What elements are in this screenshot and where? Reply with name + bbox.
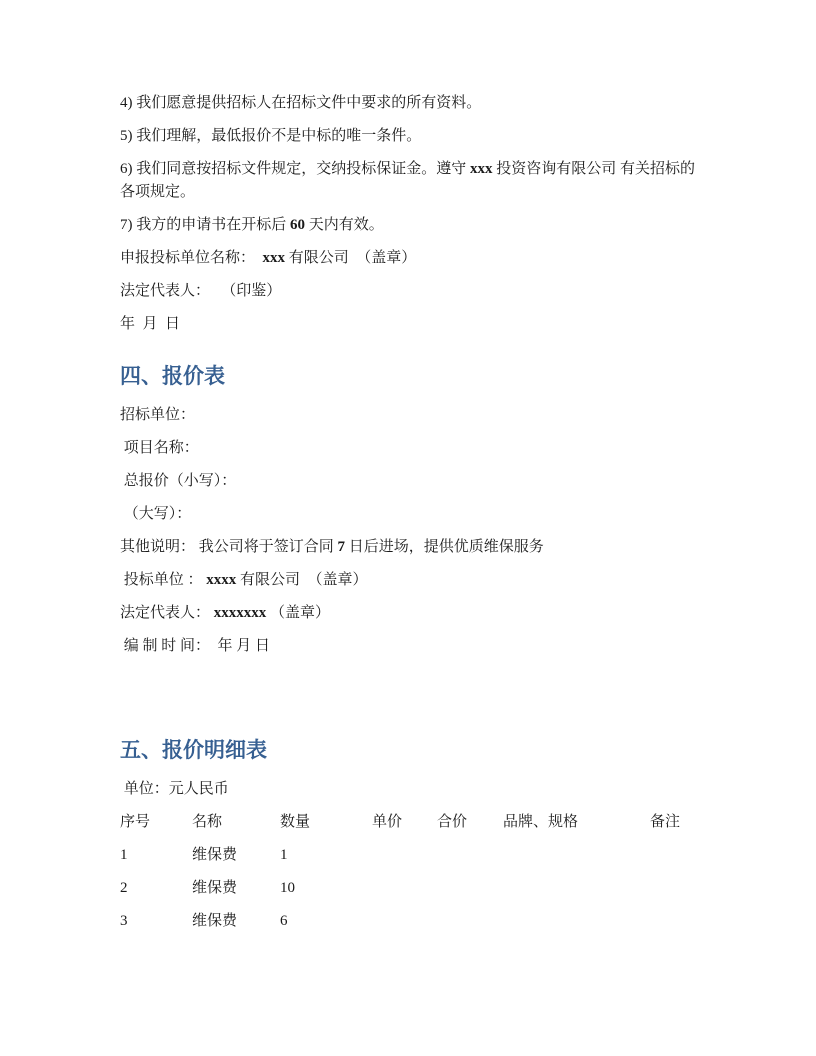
table-row	[120, 877, 698, 900]
table-cell-unit-price	[372, 910, 437, 933]
commitment-item-4: 4) 我们愿意提供招标人在招标文件中要求的所有资料。	[120, 95, 482, 111]
table-cell-quantity: 6	[280, 913, 288, 929]
table-row	[120, 844, 698, 867]
table-cell-brand-spec	[503, 877, 650, 900]
col-header-quantity: 数量	[280, 814, 311, 830]
quote-detail-table	[120, 811, 698, 933]
tender-unit-line: 招标单位：	[120, 407, 196, 423]
table-cell-remarks	[650, 844, 698, 867]
col-header-brand-spec: 品牌、规格	[503, 814, 579, 830]
col-header-name: 名称	[192, 814, 223, 830]
document-content	[120, 92, 698, 943]
other-notes-line: 其他说明： 我公司将于签订合同 7 日后进场，提供优质维保服务	[120, 539, 544, 555]
col-header-total-price: 合价	[437, 814, 468, 830]
table-cell-quantity: 1	[280, 847, 288, 863]
table-cell-name: 维保费	[192, 847, 238, 863]
date-line: 年 月 日	[120, 316, 181, 332]
section-heading-quote-table: 四、报价表	[120, 365, 225, 388]
section-heading-detail-table: 五、报价明细表	[120, 739, 267, 762]
bidder-unit-line: 投标单位 ： xxxx 有限公司 （盖章）	[120, 572, 368, 588]
commitment-item-6: 6) 我们同意按招标文件规定，交纳投标保证金。遵守 xxx 投资咨询有限公司 有关招标的各项规定。	[120, 161, 696, 200]
table-cell-unit-price	[372, 844, 437, 867]
total-price-numeric-line: 总报价（小写）：	[120, 473, 237, 489]
legal-representative-line: 法定代表人： xxxxxxx （盖章）	[120, 605, 331, 621]
table-cell-name: 维保费	[192, 880, 238, 896]
applicant-name-line: 申报投标单位名称： xxx 有限公司 （盖章）	[120, 250, 417, 266]
table-cell-total-price	[437, 910, 503, 933]
table-cell-index: 3	[120, 913, 128, 929]
table-cell-index: 2	[120, 880, 128, 896]
table-row	[120, 910, 698, 933]
quote-form-section	[120, 404, 698, 658]
table-cell-name: 维保费	[192, 913, 238, 929]
legal-representative-line: 法定代表人： （印鉴）	[120, 283, 282, 299]
col-header-index: 序号	[120, 814, 151, 830]
table-cell-brand-spec	[503, 910, 650, 933]
col-header-unit-price: 单价	[372, 814, 403, 830]
table-cell-quantity: 10	[280, 880, 295, 896]
table-cell-unit-price	[372, 877, 437, 900]
project-name-line: 项目名称：	[120, 440, 199, 456]
commitment-item-5: 5) 我们理解，最低报价不是中标的唯一条件。	[120, 128, 422, 144]
table-cell-total-price	[437, 877, 503, 900]
table-cell-remarks	[650, 877, 698, 900]
table-cell-remarks	[650, 910, 698, 933]
table-cell-brand-spec	[503, 844, 650, 867]
compile-date-line: 编 制 时 间： 年 月 日	[120, 638, 271, 654]
quote-detail-section	[120, 778, 698, 933]
unit-note: 单位：元人民币	[120, 781, 229, 797]
col-header-remarks: 备注	[650, 814, 681, 830]
table-header-row	[120, 811, 698, 834]
declaration-section	[120, 92, 698, 336]
table-cell-total-price	[437, 844, 503, 867]
table-cell-index: 1	[120, 847, 128, 863]
total-price-words-line: （大写）：	[120, 506, 192, 522]
commitment-item-7: 7) 我方的申请书在开标后 60 天内有效。	[120, 217, 384, 233]
